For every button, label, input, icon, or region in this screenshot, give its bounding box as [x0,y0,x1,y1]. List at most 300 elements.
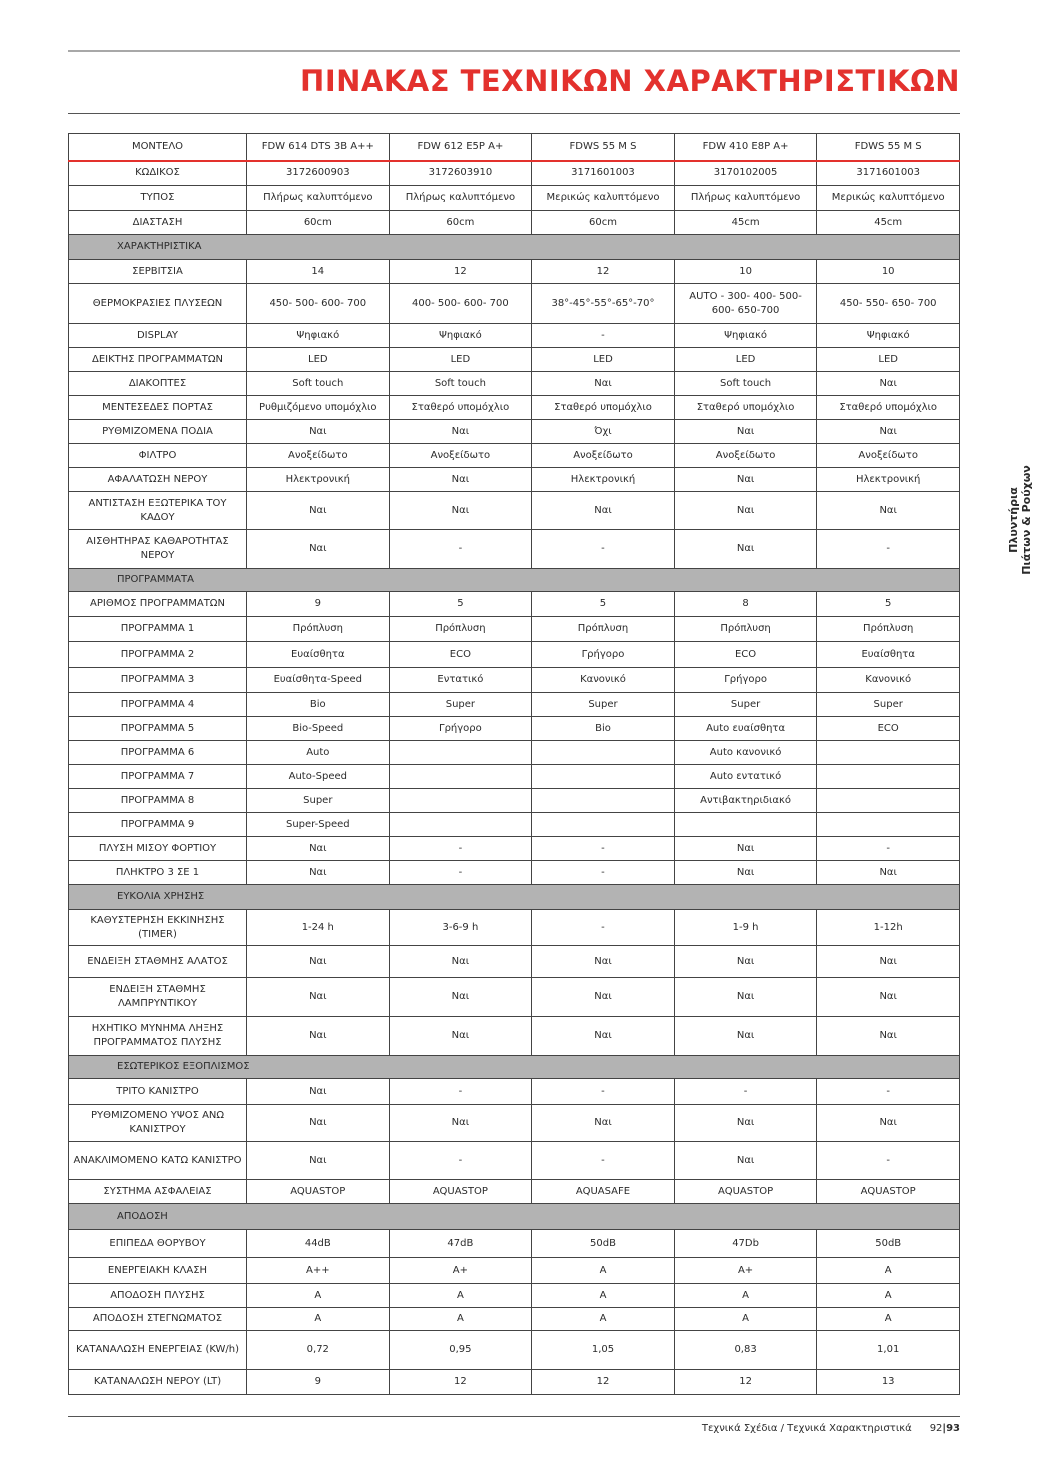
table-cell: 5 [389,592,532,617]
table-cell: 12 [389,1370,532,1395]
table-cell: Soft touch [389,372,532,396]
table-cell: Σταθερό υπομόχλιο [817,396,960,420]
table-row [69,1079,960,1105]
table-row [69,211,960,235]
table-row [69,1105,960,1142]
footer-rule [68,1416,960,1417]
row-label: ΕΝΔΕΙΞΗ ΣΤΑΘΜΗΣ ΑΛΑΤΟΣ [69,946,247,978]
section-header-row [69,885,960,910]
table-cell: A [532,1284,675,1308]
table-row [69,284,960,324]
row-label: ΠΡΟΓΡΑΜΜΑ 6 [69,741,247,765]
table-cell: A [389,1284,532,1308]
table-cell: FDWS 55 M S [817,134,960,161]
table-cell: 10 [817,260,960,284]
table-cell: 45cm [817,211,960,235]
section-title: ΕΣΩΤΕΡΙΚΟΣ ΕΞΟΠΛΙΣΜΟΣ [69,1056,960,1079]
table-cell [817,765,960,789]
table-cell: 0,72 [247,1331,390,1370]
table-cell: Auto ευαίσθητα [674,717,817,741]
table-cell: - [817,530,960,569]
table-cell: A [674,1308,817,1331]
section-title: ΑΠΟΔΟΣΗ [69,1204,960,1230]
table-cell: 0,95 [389,1331,532,1370]
table-cell: Ναι [817,492,960,530]
table-row [69,978,960,1017]
table-cell: - [389,837,532,861]
table-cell: 9 [247,1370,390,1395]
table-cell: Ναι [389,1105,532,1142]
table-cell: Ευαίσθητα-Speed [247,668,390,693]
table-row [69,348,960,372]
table-cell: Ανοξείδωτο [389,444,532,468]
table-cell: Ναι [247,1142,390,1180]
table-cell: 3170102005 [674,161,817,186]
table-cell: A [247,1284,390,1308]
table-row [69,260,960,284]
table-cell: Ναι [817,946,960,978]
table-row [69,617,960,642]
table-cell: 1,01 [817,1331,960,1370]
table-cell: 47Db [674,1230,817,1258]
row-label: ΗΧΗΤΙΚΟ ΜΥΝΗΜΑ ΛΗΞΗΣ ΠΡΟΓΡΑΜΜΑΤΟΣ ΠΛΥΣΗΣ [69,1017,247,1056]
page-title: ΠΙΝΑΚΑΣ ΤΕΧΝΙΚΩΝ ΧΑΡΑΚΤΗΡΙΣΤΙΚΩΝ [300,64,960,98]
table-cell: Ναι [817,861,960,885]
table-cell: Super-Speed [247,813,390,837]
table-cell: Ανοξείδωτο [817,444,960,468]
row-label: ΑΠΟΔΟΣΗ ΠΛΥΣΗΣ [69,1284,247,1308]
table-cell: Γρήγορο [532,642,675,668]
table-cell [817,741,960,765]
table-row [69,717,960,741]
table-cell: A [389,1308,532,1331]
table-cell: Πρόπλυση [674,617,817,642]
row-label: ΠΡΟΓΡΑΜΜΑ 2 [69,642,247,668]
table-cell: LED [817,348,960,372]
table-cell: Σταθερό υπομόχλιο [674,396,817,420]
table-row [69,1230,960,1258]
table-cell: Ψηφιακό [817,324,960,348]
page-number-right: 93 [946,1423,960,1434]
top-rule [68,50,960,52]
table-cell: 12 [532,1370,675,1395]
table-cell: Ναι [674,1105,817,1142]
table-row [69,741,960,765]
row-label: ΑΡΙΘΜΟΣ ΠΡΟΓΡΑΜΜΑΤΩΝ [69,592,247,617]
table-cell [532,813,675,837]
table-cell: 12 [532,260,675,284]
table-cell: Ναι [247,420,390,444]
table-cell: 12 [674,1370,817,1395]
table-cell: 44dB [247,1230,390,1258]
table-cell: Ναι [389,946,532,978]
table-cell: Ναι [817,372,960,396]
table-cell: Ναι [674,530,817,569]
table-cell: Ναι [247,1017,390,1056]
table-cell: Auto-Speed [247,765,390,789]
table-cell: Ναι [532,492,675,530]
table-cell: Πρόπλυση [532,617,675,642]
spec-table [68,133,960,1395]
table-cell: Ναι [247,946,390,978]
table-cell: 10 [674,260,817,284]
table-cell: FDW 410 E8P A+ [674,134,817,161]
table-cell: 60cm [389,211,532,235]
table-cell: FDWS 55 M S [532,134,675,161]
table-cell: Ναι [817,978,960,1017]
table-cell: A+ [389,1258,532,1284]
table-cell: Ρυθμιζόμενο υπομόχλιο [247,396,390,420]
table-row [69,396,960,420]
table-row [69,468,960,492]
table-cell: AQUASTOP [674,1180,817,1204]
row-label: ΤΥΠΟΣ [69,186,247,211]
row-label: ΜΟΝΤΕΛΟ [69,134,247,161]
table-cell: AQUASAFE [532,1180,675,1204]
table-cell: Κανονικό [532,668,675,693]
side-tab-line2: Πιάτων & Ρούχων [1020,465,1033,575]
table-cell: Ναι [389,420,532,444]
table-cell [817,813,960,837]
table-cell: Όχι [532,420,675,444]
table-cell: - [674,1079,817,1105]
table-cell: Ναι [532,372,675,396]
table-cell: 5 [817,592,960,617]
table-cell: Πρόπλυση [389,617,532,642]
table-cell: Πλήρως καλυπτόμενο [389,186,532,211]
page-separator: | [942,1423,947,1434]
table-cell: Ναι [817,1105,960,1142]
row-label: ΦΙΛΤΡΟ [69,444,247,468]
table-cell: A [674,1284,817,1308]
table-cell: Ναι [389,468,532,492]
table-cell [532,741,675,765]
table-cell: Ναι [674,861,817,885]
table-cell: Ναι [247,837,390,861]
row-label: ΡΥΘΜΙΖΟΜΕΝΑ ΠΟΔΙΑ [69,420,247,444]
row-label: ΔΙΑΚΟΠΤΕΣ [69,372,247,396]
table-cell: Soft touch [247,372,390,396]
table-cell: Μερικώς καλυπτόμενο [817,186,960,211]
row-label: ΠΡΟΓΡΑΜΜΑ 9 [69,813,247,837]
table-cell: Ναι [674,468,817,492]
row-label: ΔΙΑΣΤΑΣΗ [69,211,247,235]
table-row [69,910,960,946]
row-label: ΕΠΙΠΕΔΑ ΘΟΡΥΒΟΥ [69,1230,247,1258]
table-cell: 8 [674,592,817,617]
table-cell: ECO [674,642,817,668]
section-header-row [69,235,960,260]
table-row [69,789,960,813]
table-row [69,134,960,161]
table-cell: Ανοξείδωτο [532,444,675,468]
table-cell: - [532,837,675,861]
table-row [69,1308,960,1331]
table-cell: Ναι [247,530,390,569]
table-cell: Γρήγορο [674,668,817,693]
section-header-row [69,1204,960,1230]
table-cell: FDW 614 DTS 3B A++ [247,134,390,161]
table-cell: Ναι [247,1079,390,1105]
table-cell: Ηλεκτρονική [817,468,960,492]
row-label: ΚΑΤΑΝΑΛΩΣΗ ΝΕΡΟΥ (LT) [69,1370,247,1395]
table-row [69,186,960,211]
side-tab-line1: Πλυντήρια [1007,487,1020,553]
page-footer [702,1423,960,1434]
table-cell: A [247,1308,390,1331]
row-label: ΠΡΟΓΡΑΜΜΑ 4 [69,693,247,717]
row-label: ΔΕΙΚΤΗΣ ΠΡΟΓΡΑΜΜΑΤΩΝ [69,348,247,372]
row-label: ΚΑΤΑΝΑΛΩΣΗ ΕΝΕΡΓΕΙΑΣ (KW/h) [69,1331,247,1370]
table-row [69,1284,960,1308]
table-cell: Ηλεκτρονική [247,468,390,492]
table-cell: Ναι [817,1017,960,1056]
table-cell [532,765,675,789]
table-cell: Auto εντατικό [674,765,817,789]
table-cell: 5 [532,592,675,617]
table-cell: Ναι [389,978,532,1017]
table-cell: 50dB [532,1230,675,1258]
table-row [69,1180,960,1204]
row-label: ΑΠΟΔΟΣΗ ΣΤΕΓΝΩΜΑΤΟΣ [69,1308,247,1331]
row-label: ΠΛΥΣΗ ΜΙΣΟΥ ΦΟΡΤΙΟΥ [69,837,247,861]
table-cell: Ανοξείδωτο [674,444,817,468]
table-cell: Ψηφιακό [389,324,532,348]
table-cell [389,813,532,837]
table-cell: Πρόπλυση [817,617,960,642]
table-cell: 1-9 h [674,910,817,946]
table-row [69,1331,960,1370]
table-cell: 3171601003 [532,161,675,186]
table-row [69,161,960,186]
table-cell: Ναι [389,1017,532,1056]
table-row [69,837,960,861]
table-cell: Πλήρως καλυπτόμενο [674,186,817,211]
table-cell: Ναι [674,420,817,444]
table-row [69,1258,960,1284]
row-label: ΤΡΙΤΟ ΚΑΝΙΣΤΡΟ [69,1079,247,1105]
table-row [69,592,960,617]
table-row [69,1370,960,1395]
table-cell: A [817,1308,960,1331]
table-cell: - [817,837,960,861]
table-cell: Γρήγορο [389,717,532,741]
row-label: ΠΡΟΓΡΑΜΜΑ 1 [69,617,247,642]
table-cell [389,765,532,789]
table-cell: 1-12h [817,910,960,946]
table-cell [532,789,675,813]
table-cell: LED [532,348,675,372]
table-cell: 60cm [247,211,390,235]
table-cell: Σταθερό υπομόχλιο [389,396,532,420]
table-cell: AQUASTOP [817,1180,960,1204]
section-title: ΕΥΚΟΛΙΑ ΧΡΗΣΗΣ [69,885,960,910]
table-cell: Πλήρως καλυπτόμενο [247,186,390,211]
table-row [69,813,960,837]
table-cell: Ευαίσθητα [817,642,960,668]
table-cell: 3-6-9 h [389,910,532,946]
table-cell: Ανοξείδωτο [247,444,390,468]
row-label: ΠΡΟΓΡΑΜΜΑ 8 [69,789,247,813]
row-label: ΡΥΘΜΙΖΟΜΕΝΟ ΥΨΟΣ ΑΝΩ ΚΑΝΙΣΤΡΟΥ [69,1105,247,1142]
table-row [69,693,960,717]
table-cell: 3172600903 [247,161,390,186]
side-tab [1000,460,1040,580]
table-cell: - [817,1142,960,1180]
table-cell: Super [674,693,817,717]
table-cell: ECO [389,642,532,668]
row-label: ΘΕΡΜΟΚΡΑΣΙΕΣ ΠΛΥΣΕΩΝ [69,284,247,324]
row-label: DISPLAY [69,324,247,348]
section-title: ΧΑΡΑΚΤΗΡΙΣΤΙΚΑ [69,235,960,260]
table-cell: Ναι [532,1105,675,1142]
table-row [69,946,960,978]
row-label: ΑΙΣΘΗΤΗΡΑΣ ΚΑΘΑΡΟΤΗΤΑΣ ΝΕΡΟΥ [69,530,247,569]
table-cell: - [389,530,532,569]
row-label: ΠΡΟΓΡΑΜΜΑ 7 [69,765,247,789]
table-row [69,1017,960,1056]
table-cell: Bio [247,693,390,717]
table-cell: 38°-45°-55°-65°-70° [532,284,675,324]
table-cell: 450- 500- 600- 700 [247,284,390,324]
table-cell: A+ [674,1258,817,1284]
table-cell: Ναι [247,1105,390,1142]
table-cell: Ψηφιακό [674,324,817,348]
table-cell: A [817,1258,960,1284]
table-cell: Soft touch [674,372,817,396]
row-label: ΕΝΔΕΙΞΗ ΣΤΑΘΜΗΣ ΛΑΜΠΡΥΝΤΙΚΟΥ [69,978,247,1017]
table-cell: Auto κανονικό [674,741,817,765]
row-label: ΑΝΤΙΣΤΑΣΗ ΕΞΩΤΕΡΙΚΑ ΤΟΥ ΚΑΔΟΥ [69,492,247,530]
table-cell: - [532,910,675,946]
row-label: ΠΡΟΓΡΑΜΜΑ 3 [69,668,247,693]
table-cell: 9 [247,592,390,617]
table-cell: Bio-Speed [247,717,390,741]
row-label: ΜΕΝΤΕΣΕΔΕΣ ΠΟΡΤΑΣ [69,396,247,420]
table-cell: 1-24 h [247,910,390,946]
table-cell [389,741,532,765]
table-cell: Ναι [389,492,532,530]
table-cell: LED [674,348,817,372]
table-row [69,444,960,468]
table-cell [817,789,960,813]
table-row [69,765,960,789]
table-cell: 13 [817,1370,960,1395]
table-cell: - [389,1142,532,1180]
table-cell: Ευαίσθητα [247,642,390,668]
table-cell: 45cm [674,211,817,235]
row-label: ΑΝΑΚΛΙΜΟΜΕΝΟ ΚΑΤΩ ΚΑΝΙΣΤΡΟ [69,1142,247,1180]
table-row [69,324,960,348]
table-cell: 60cm [532,211,675,235]
row-label: ΠΡΟΓΡΑΜΜΑ 5 [69,717,247,741]
table-cell: - [389,1079,532,1105]
table-row [69,492,960,530]
title-rule [68,113,960,114]
table-cell: LED [389,348,532,372]
table-cell: - [532,530,675,569]
row-label: ΣΕΡΒΙΤΣΙΑ [69,260,247,284]
table-cell: Ναι [674,1017,817,1056]
table-cell: Ναι [247,492,390,530]
table-cell [389,789,532,813]
table-row [69,420,960,444]
section-header-row [69,569,960,592]
table-cell: Ναι [674,978,817,1017]
table-row [69,861,960,885]
table-cell: Ναι [247,861,390,885]
row-label: ΣΥΣΤΗΜΑ ΑΣΦΑΛΕΙΑΣ [69,1180,247,1204]
table-cell: Ναι [247,978,390,1017]
table-cell: Αντιβακτηριδιακό [674,789,817,813]
table-cell: Κανονικό [817,668,960,693]
table-cell: 400- 500- 600- 700 [389,284,532,324]
table-cell: FDW 612 E5P A+ [389,134,532,161]
table-cell: AQUASTOP [247,1180,390,1204]
table-cell: Ηλεκτρονική [532,468,675,492]
table-cell: Super [532,693,675,717]
table-cell: - [532,1142,675,1180]
table-cell: AUTO - 300- 400- 500- 600- 650-700 [674,284,817,324]
table-cell: 450- 550- 650- 700 [817,284,960,324]
table-cell: AQUASTOP [389,1180,532,1204]
table-cell: - [532,324,675,348]
table-cell: Ψηφιακό [247,324,390,348]
table-cell: Εντατικό [389,668,532,693]
table-cell: A++ [247,1258,390,1284]
table-cell: A [817,1284,960,1308]
page-number-left: 92 [929,1423,943,1434]
table-cell: ECO [817,717,960,741]
table-cell: - [532,861,675,885]
table-cell: Super [817,693,960,717]
row-label: ΚΩΔΙΚΟΣ [69,161,247,186]
table-row [69,372,960,396]
table-cell: 14 [247,260,390,284]
table-cell: 3171601003 [817,161,960,186]
table-cell: Ναι [532,978,675,1017]
table-cell: Ναι [674,837,817,861]
table-cell: Bio [532,717,675,741]
table-cell [674,813,817,837]
footer-text: Τεχνικά Σχέδια / Τεχνικά Χαρακτηριστικά [701,1423,912,1434]
table-cell: Ναι [532,1017,675,1056]
table-cell: Ναι [674,946,817,978]
table-cell: Ναι [674,1142,817,1180]
table-cell: Super [389,693,532,717]
table-cell: 1,05 [532,1331,675,1370]
table-cell: Σταθερό υπομόχλιο [532,396,675,420]
table-row [69,642,960,668]
row-label: ΕΝΕΡΓΕΙΑΚΗ ΚΛΑΣΗ [69,1258,247,1284]
table-cell: A [532,1258,675,1284]
table-row [69,530,960,569]
section-title: ΠΡΟΓΡΑΜΜΑΤΑ [69,569,960,592]
table-cell: Ναι [674,492,817,530]
table-cell: Auto [247,741,390,765]
table-row [69,1142,960,1180]
table-cell: Πρόπλυση [247,617,390,642]
spec-table-body [69,134,960,1395]
table-cell: 12 [389,260,532,284]
table-cell: 0,83 [674,1331,817,1370]
table-cell: - [817,1079,960,1105]
table-cell: Ναι [532,946,675,978]
table-cell: 50dB [817,1230,960,1258]
table-cell: A [532,1308,675,1331]
table-row [69,668,960,693]
row-label: ΚΑΘΥΣΤΕΡΗΣΗ ΕΚΚΙΝΗΣΗΣ (TIMER) [69,910,247,946]
